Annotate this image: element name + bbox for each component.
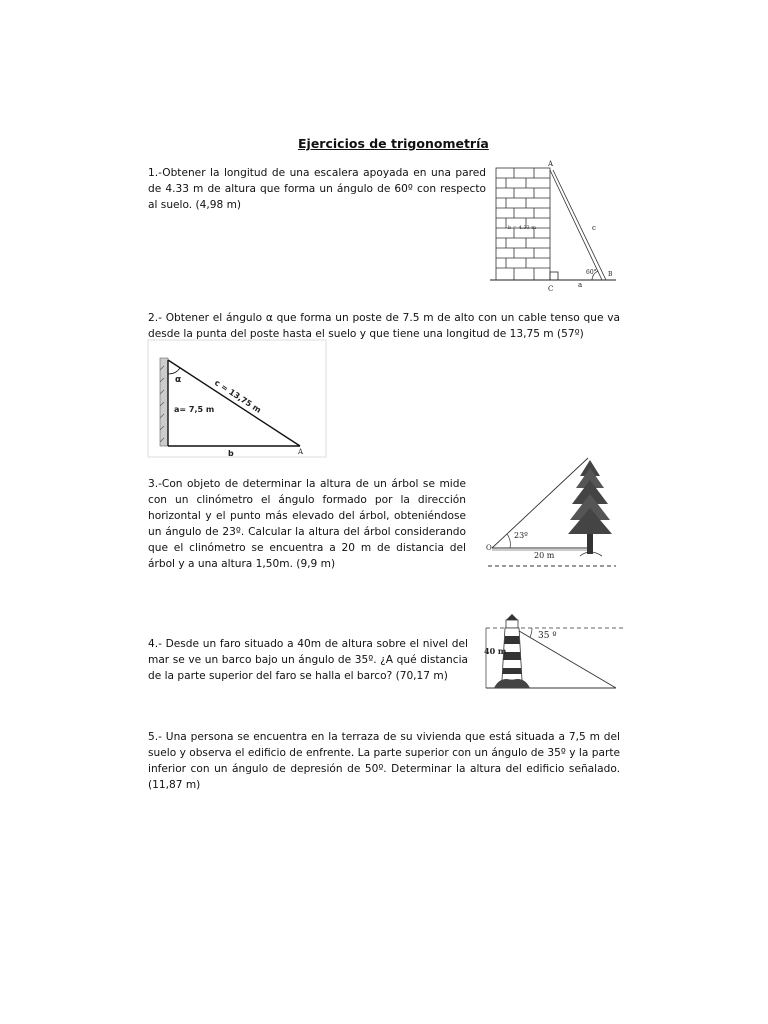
exercise-3-text: 3.-Con objeto de determinar la altura de un árbol se mide con un clinómetro el ángulo formado por la dirección horizontal y el punto más elevado del árbol, obteniéndose un ángulo de 23º. Calcular la altura del árbol considerando que el clinómetro se encuentra a 20 m de distancia del árbol y a una altura 1,50m. (9,9 m) [148, 478, 466, 570]
angle-label: 35 º [538, 631, 557, 641]
vertex-a-label: A [548, 160, 554, 168]
angle-label: 60° [586, 269, 597, 276]
lighthouse-figure [480, 612, 626, 692]
origin-label: O [486, 544, 492, 552]
base-label: b [228, 449, 234, 458]
exercise-2-text: 2.- Obtener el ángulo α que forma un poste de 7.5 m de alto con un cable tenso que va desde la punta del poste hasta el suelo y que tiene una longitud de 13,75 m (57º) [148, 312, 620, 340]
right-angle-mark [550, 272, 558, 280]
angle-arc [507, 534, 510, 548]
cable-line [168, 360, 300, 446]
wall-height-label: b = 4.33 m [508, 225, 537, 231]
ladder [550, 170, 606, 280]
alpha-arc [168, 368, 180, 374]
height-label: 40 m [484, 646, 507, 656]
exercise-1-text: 1.-Obtener la longitud de una escalera apoyada en una pared de 4.33 m de altura que forma un ángulo de 60º con respecto al suelo. (4,98 m) [148, 167, 486, 211]
exercise-4-text: 4.- Desde un faro situado a 40m de altura sobre el nivel del mar se ve un barco bajo un ángulo de 35º. ¿A qué distancia de la parte superior del faro se halla el barco? (70,17 m) [148, 638, 468, 682]
base-label: a [578, 281, 583, 289]
hypotenuse-label: c [592, 224, 596, 232]
page-title: Ejercicios de trigonometría [298, 136, 489, 151]
alpha-label: α [175, 375, 182, 385]
pole-cable-figure [148, 340, 328, 460]
angle-arc [530, 628, 532, 637]
distance-label: 20 m [534, 551, 555, 560]
sight-line [514, 628, 616, 688]
angle-label: 23º [514, 531, 528, 540]
vertex-a-label: A [298, 448, 304, 456]
tree-icon [568, 460, 612, 556]
foot-label: B [608, 271, 613, 278]
corner-label: C [548, 285, 554, 293]
brick-wall [496, 168, 550, 280]
exercise-5-text: 5.- Una persona se encuentra en la terraza de su vivienda que está situada a 7,5 m del suelo y observa el edificio de enfrente. La parte superior con un ángulo de 35º y la parte inferior con un ángulo de depresión de 50º. Determinar la altura del edificio señalado. (11,87 m) [148, 731, 620, 791]
tree-clinometer-figure [484, 452, 616, 572]
side-label: a= 7,5 m [174, 405, 215, 414]
hypotenuse-label: c = 13,75 m [212, 378, 263, 415]
ladder-wall-figure [490, 158, 620, 294]
